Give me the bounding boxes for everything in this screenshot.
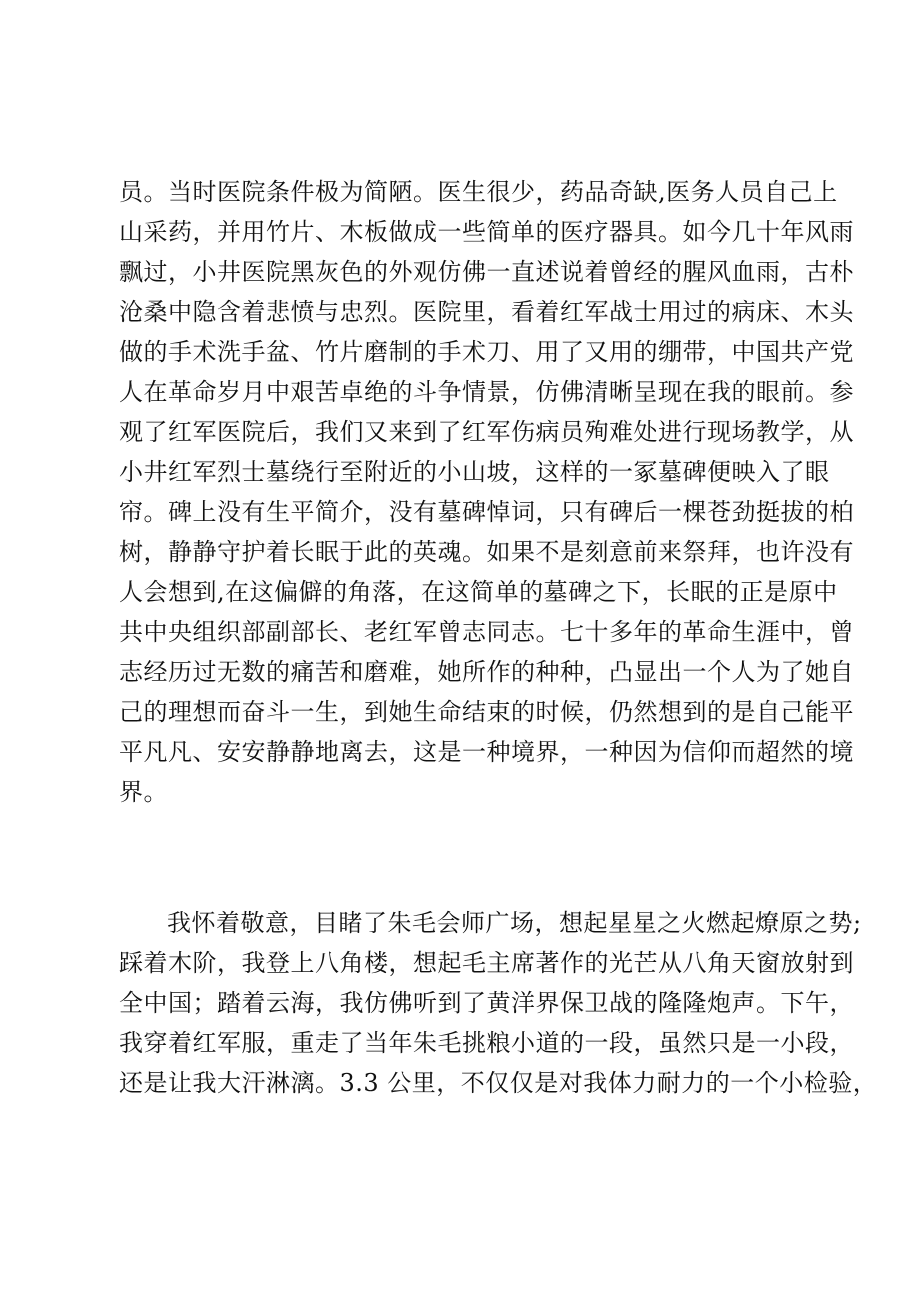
paragraph-line: 小井红军烈士墓绕行至附近的小山坡，这样的一冢墓碑便映入了眼 [119, 458, 830, 486]
paragraph-line: 己的理想而奋斗一生，到她生命结束的时候，仍然想到的是自己能平 [119, 698, 854, 726]
paragraph-line: 还是让我大汗淋漓。3.3 公里，不仅仅是对我体力耐力的一个小检验， [119, 1069, 878, 1097]
paragraph-line: 观了红军医院后，我们又来到了红军伤病员殉难处进行现场教学，从 [119, 418, 854, 446]
paragraph-line: 踩着木阶，我登上八角楼，想起毛主席著作的光芒从八角天窗放射到 [119, 949, 854, 977]
paragraph-1 [119, 172, 854, 812]
paragraph-line: 人会想到,在这偏僻的角落，在这简单的墓碑之下，长眠的正是原中 [119, 578, 838, 606]
paragraph-line: 山采药，并用竹片、木板做成一些简单的医疗器具。如今几十年风雨 [119, 218, 854, 246]
paragraph-line: 人在革命岁月中艰苦卓绝的斗争情景，仿佛清晰呈现在我的眼前。参 [119, 378, 854, 406]
paragraph-line: 全中国；踏着云海，我仿佛听到了黄洋界保卫战的隆隆炮声。下午， [119, 989, 854, 1017]
paragraph-line: 我穿着红军服，重走了当年朱毛挑粮小道的一段，虽然只是一小段， [119, 1029, 854, 1057]
paragraph-line: 沧桑中隐含着悲愤与忠烈。医院里，看着红军战士用过的病床、木头 [119, 298, 854, 326]
paragraph-line: 我怀着敬意，目睹了朱毛会师广场，想起星星之火燃起燎原之势; [167, 909, 862, 937]
paragraph-line: 平凡凡、安安静静地离去，这是一种境界，一种因为信仰而超然的境 [119, 738, 854, 766]
paragraph-2 [119, 903, 878, 1103]
paragraph-line: 树，静静守护着长眠于此的英魂。如果不是刻意前来祭拜，也许没有 [119, 538, 854, 566]
paragraph-line: 员。当时医院条件极为简陋。医生很少，药品奇缺,医务人员自己上 [119, 178, 838, 206]
paragraph-line: 做的手术洗手盆、竹片磨制的手术刀、用了又用的绷带，中国共产党 [119, 338, 854, 366]
paragraph-line: 志经历过无数的痛苦和磨难，她所作的种种，凸显出一个人为了她自 [119, 658, 854, 686]
paragraph-line: 共中央组织部副部长、老红军曾志同志。七十多年的革命生涯中，曾 [119, 618, 854, 646]
paragraph-line: 飘过，小井医院黑灰色的外观仿佛一直述说着曾经的腥风血雨，古朴 [119, 258, 854, 286]
paragraph-line: 界。 [119, 778, 168, 806]
paragraph-line: 帘。碑上没有生平简介，没有墓碑悼词，只有碑后一棵苍劲挺拔的柏 [119, 498, 854, 526]
